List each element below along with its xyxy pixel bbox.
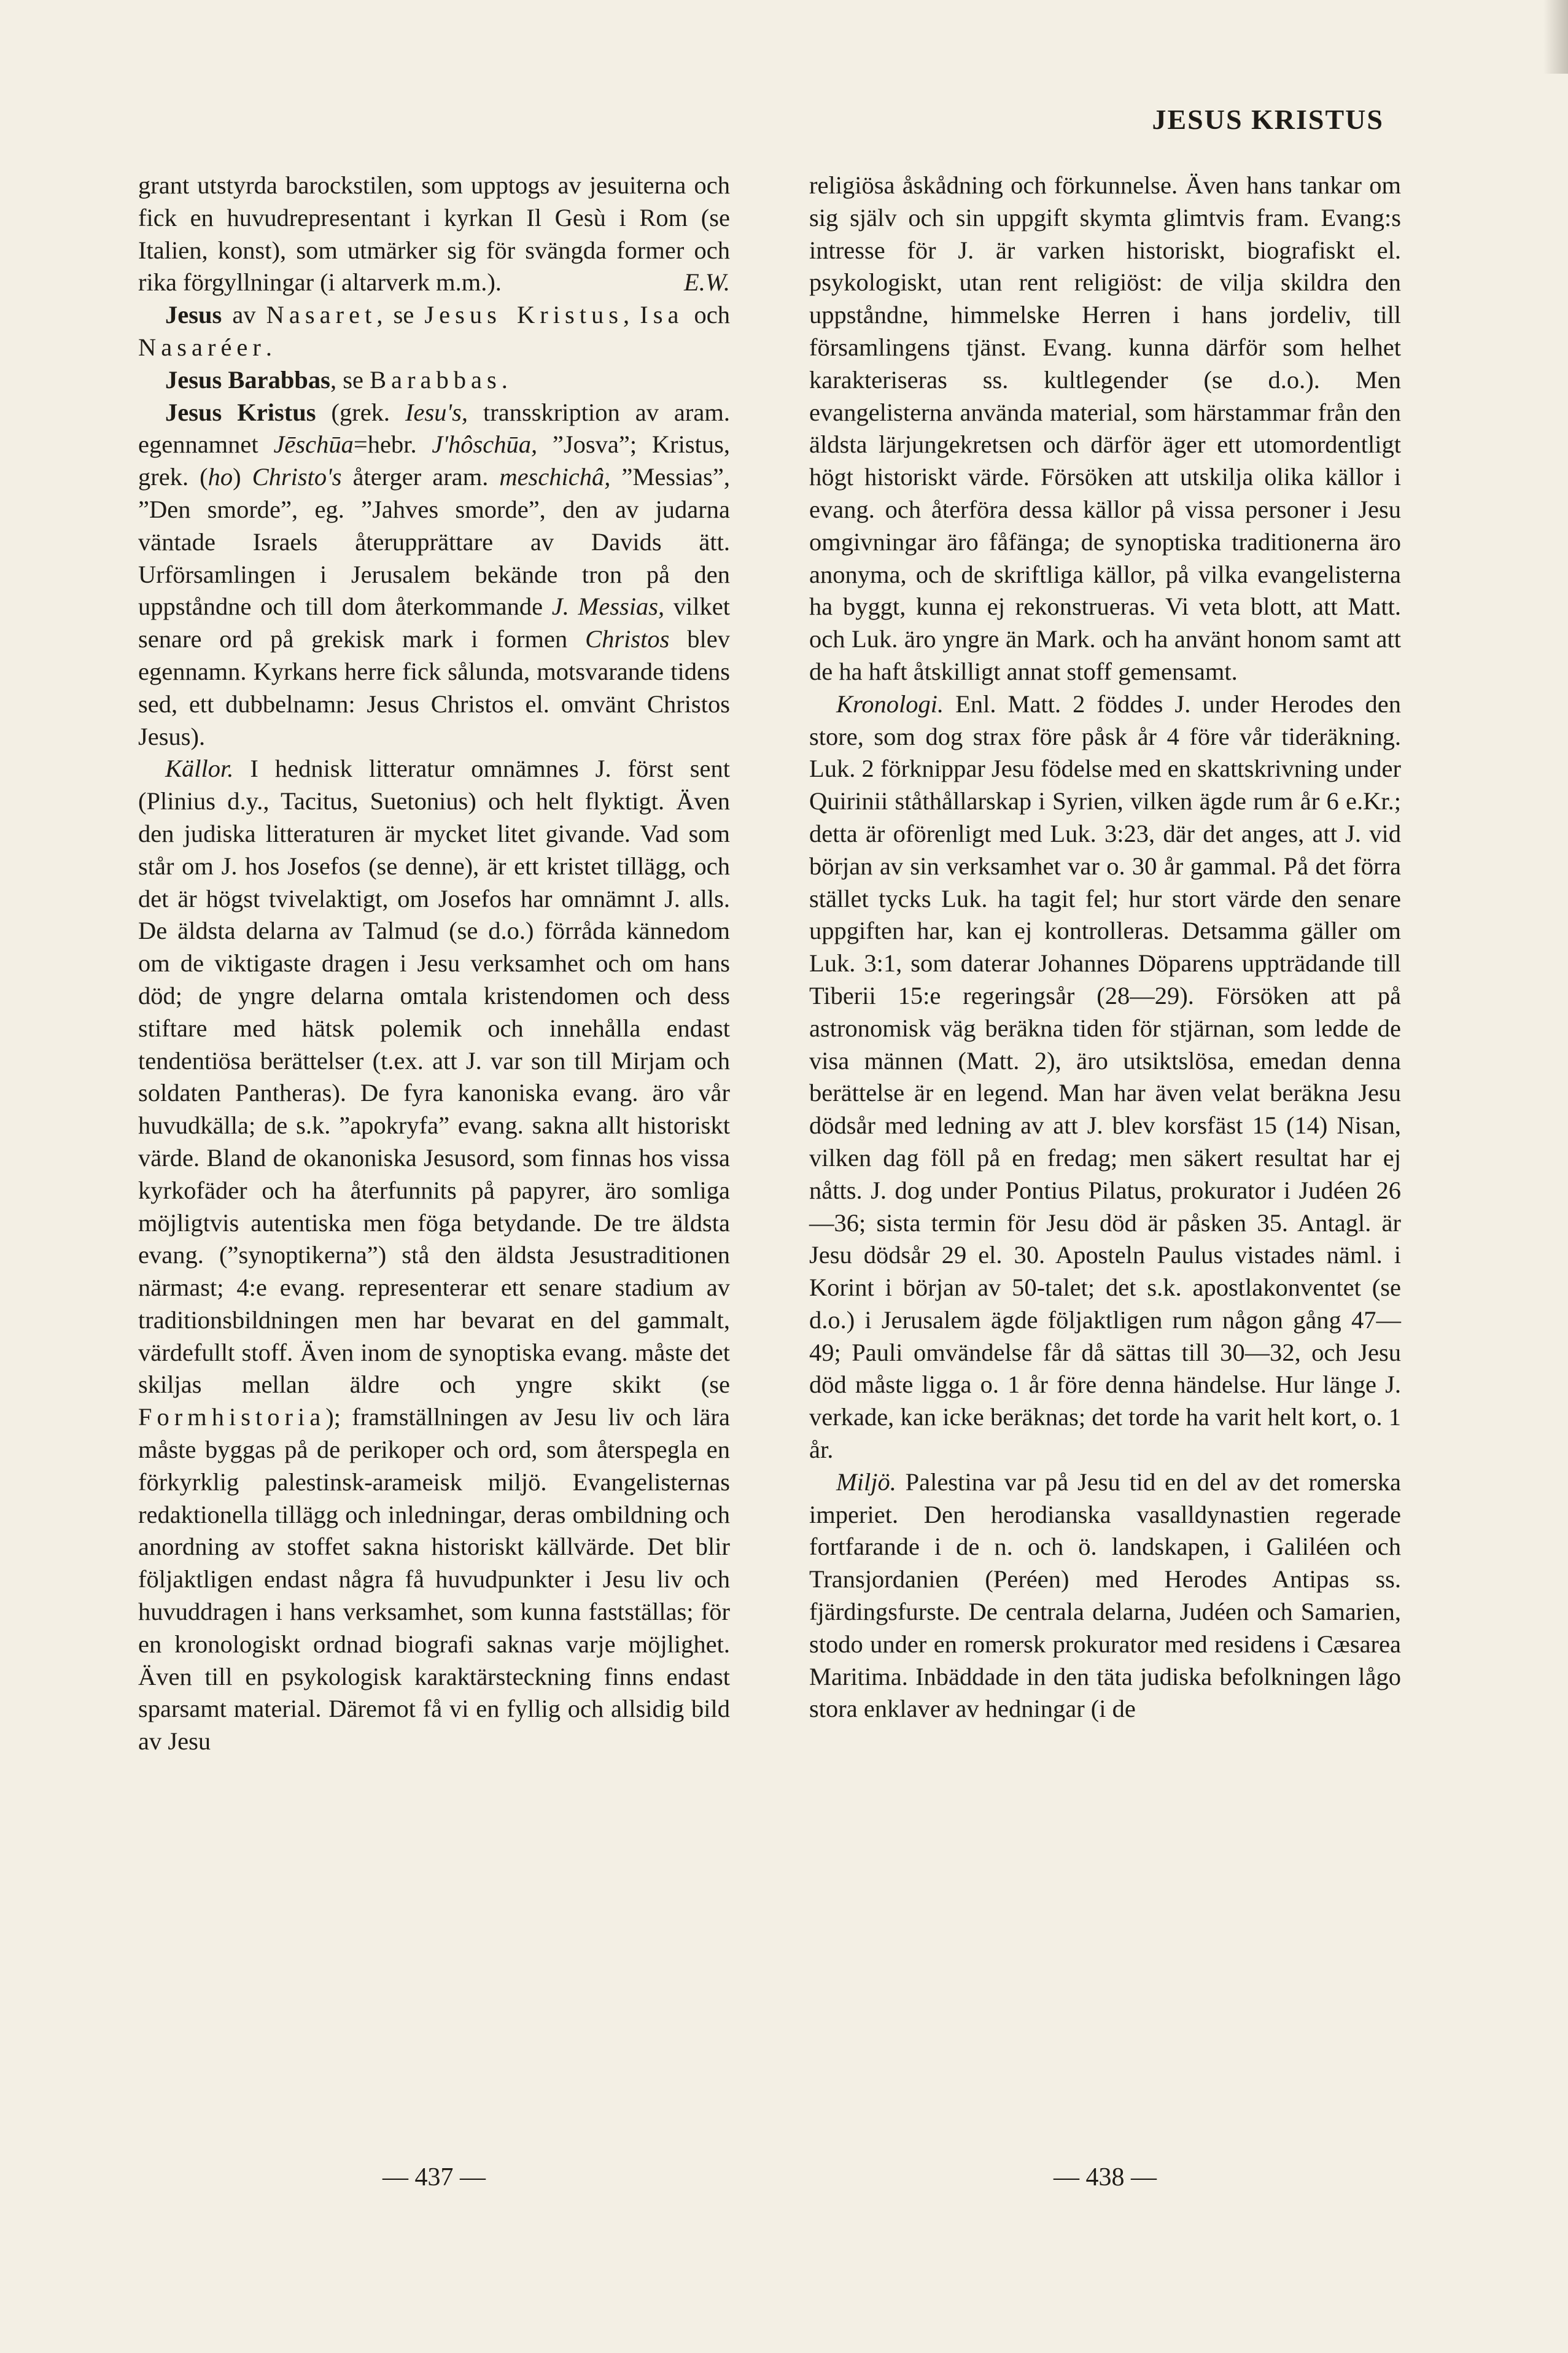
entry-text: =hebr.	[353, 430, 432, 459]
entry-text: )	[233, 463, 252, 491]
section-text: Enl. Matt. 2 föddes J. under Herodes den store, som dog strax före påsk år 4 före vår tideräkning. Luk. 2 förknippar Jesu födelse med en skattskrivning under Quirinii ståthållarskap i Syrien, vilken ägde rum år 6 e.Kr.; detta är oförenligt med Luk. 3:23, där det anges, att J. vid början av sin verksamhet var o. 30 år gammal. På det förra stället tycks Luk. ha tagit fel; hur stort värde den senare uppgiften har, kan ej kontrolleras. Detsamma gäller om Luk. 3:1, som daterar Johannes Döparens uppträdande till Tiberii 15:e regeringsår (28—29). Försöken att på astronomisk väg beräkna tiden för stjärnan, som ledde de visa männen (Matt. 2), äro utsiktslösa, emedan denna berättelse är en legend. Man har även velat beräkna Jesu dödsår med ledning av att J. blev korsfäst 15 (14) Nisan, vilken dag föll på en fredag; men säkert resultat har ej nåtts. J. dog under Pontius Pilatus, prokurator i Judéen 26—36; sista termin för Jesu död är påsken 35. Antagl. är Jesu dödsår 29 el. 30. Aposteln Paulus vistades näml. i Korint i början av 50-talet; det s.k. apostlakonventet (se d.o.) i Jerusalem ägde följaktligen rum någon gång 47—49; Pauli omvändelse får då sättas till 30—32, och Jesu död måste ligga o. 1 år före denna händelse. Hur länge J. verkade, kan icke beräknas; det torde ha varit helt kort, o. 1 år.	[809, 690, 1401, 1464]
entry-headword: Jesus Kristus	[165, 398, 316, 426]
entry-text: transskription av aram. egennamnet	[138, 398, 730, 459]
author-signature: E.W.	[683, 268, 730, 297]
section-kallor	[138, 753, 730, 1758]
entry-text: , se	[330, 365, 370, 394]
italic-term: ho	[208, 463, 233, 491]
paragraph-text: religiösa åskådning och förkunnelse. Även hans tankar om sig själv och sin uppgift skymta glimtvis fram. Evang:s intresse för J. är varken historiskt, biografiskt el. psykologiskt, utan rent religiöst: de vilja skildra den uppståndne, himmelske Herren i hans jordeliv, till församlingens tjänst. Evang. kunna därför som helhet karakteriseras ss. kultlegender (se d.o.). Men evangelisterna använda material, som härstammar från den äldsta lärjungekretsen och därför äger ett utomordentligt högt historiskt värde. Försöken att utskilja olika källor i evang. och återföra dessa källor på vissa personer i Jesu omgivningar äro fåfänga; de synoptiska traditionerna äro anonyma, och de skriftliga källor, på vilka evangelisterna ha byggt, kunna ej rekonstrueras. Vi veta blott, att Matt. och Luk. äro yngre än Mark. och ha använt honom samt att de ha haft åtskilligt annat stoff gemensamt.	[809, 171, 1401, 685]
paragraph-text: grant utstyrda barockstilen, som upptogs av jesuiterna och fick en huvudrepresentant i kyrkan Il Gesù i Rom (se Italien, konst), som utmärker sig för svängda former och rika förgyllningar (i altarverk m.m.).	[138, 171, 730, 297]
italic-term: Jēschūa	[273, 430, 354, 459]
cross-reference: Jesus Kristus	[424, 301, 623, 329]
italic-term: Iesu's,	[405, 398, 468, 426]
entry-text: av	[222, 301, 266, 329]
section-heading: Källor.	[165, 755, 234, 783]
entry-text: , se	[376, 301, 425, 329]
entry-jesus-av-nasaret	[138, 299, 730, 364]
cross-reference: Nasaret	[266, 301, 377, 329]
page-corner-shadow	[1543, 0, 1568, 74]
cross-reference: Nasaréer	[138, 333, 266, 361]
italic-term: Christo's	[252, 463, 342, 491]
cross-reference: Formhistoria	[138, 1403, 326, 1431]
section-text: Palestina var på Jesu tid en del av det romerska imperiet. Den herodianska vasalldynastien regerade fortfarande i de n. och ö. landskapen, i Galiléen och Transjordanien (Peréen) med Herodes Antipas ss. fjärdingsfurste. De centrala delarna, Judéen och Samarien, stodo under en romersk prokurator med residens i Cæsarea Maritima. Inbäddade in den täta judiska befolkningen lågo stora enklaver av hedningar (i de	[809, 1468, 1401, 1723]
paragraph-continued	[809, 169, 1401, 688]
left-column	[138, 169, 730, 1758]
entry-text: (grek.	[316, 398, 406, 426]
section-miljo	[809, 1466, 1401, 1725]
entry-text: .	[265, 333, 273, 361]
entry-jesus-kristus	[138, 397, 730, 753]
page-number-right: — 438 —	[1054, 2163, 1157, 2192]
entry-headword: Jesus Barabbas	[165, 365, 330, 394]
entry-text: blev egennamn. Kyrkans herre fick sålunda, motsvarande tidens sed, ett dubbelnamn: Jesus Christos el. omvänt Christos Jesus).	[138, 625, 730, 750]
cross-reference: Isa	[640, 301, 684, 329]
entry-text: återger aram.	[341, 463, 500, 491]
running-head: JESUS KRISTUS	[1152, 104, 1384, 135]
entry-text: vilket senare ord på grekisk mark i formen	[138, 593, 730, 653]
page-number-left: — 437 —	[382, 2163, 486, 2192]
entry-text: och	[683, 301, 730, 329]
entry-jesus-barabbas	[138, 364, 730, 397]
section-text: ); framställningen av Jesu liv och lära måste byggas på de perikoper och ord, som återspegla en förkyrklig palestinsk-arameisk miljö. Evangelisternas redaktionella tillägg och inledningar, deras ombildning och anordning av stoffet sakna historiskt källvärde. Det blir följaktligen endast några få huvudpunkter i Jesu liv och huvuddragen i hans verksamhet, som kunna fastställas; för en kronologiskt ordnad biografi saknas varje möjlighet. Även till en psykologisk karaktärsteckning finns endast sparsamt material. Däremot få vi en fyllig och allsidig bild av Jesu	[138, 1403, 730, 1756]
section-heading: Kronologi.	[836, 690, 944, 718]
entry-text: ”Josva”; Kristus, grek. (	[138, 430, 730, 491]
section-heading: Miljö.	[836, 1468, 896, 1496]
section-kronologi	[809, 688, 1401, 1466]
italic-term: Christos	[585, 625, 670, 653]
entry-headword: Jesus	[165, 301, 222, 329]
entry-text: ,	[623, 301, 640, 329]
section-text: I hednisk litteratur omnämnes J. först sent (Plinius d.y., Tacitus, Suetonius) och helt flyktigt. Även den judiska litteraturen är mycket litet givande. Vad som står om J. hos Josefos (se denne), är ett kristet tillägg, och det är högst tvivelaktigt, om Josefos har omnämnt J. alls. De äldsta delarna av Talmud (se d.o.) förråda kännedom om de viktigaste dragen i Jesu verksamhet och om hans död; de yngre delarna omtala kristendomen och dess stiftare med hätsk polemik och innehålla endast tendentiösa berättelser (t.ex. att J. var son till Mirjam och soldaten Pantheras). De fyra kanoniska evang. äro vår huvudkälla; de s.k. ”apokryfa” evang. sakna allt historiskt värde. Bland de okanoniska Jesusord, som finnas hos vissa kyrkofäder och ha återfunnits på papyrer, äro somliga möjligtvis autentiska men föga betydande. De tre äldsta evang. (”synoptikerna”) stå den äldsta Jesustraditionen närmast; 4:e evang. representerar ett senare stadium av traditionsbildningen men har bevarat en del gammalt, värdefullt stoff. Även inom de synoptiska evang. måste det skiljas mellan äldre och yngre skikt (se	[138, 755, 730, 1399]
paragraph-continued	[138, 169, 730, 299]
italic-term: meschichâ,	[499, 463, 611, 491]
italic-term: J. Messias,	[551, 593, 665, 621]
right-column	[809, 169, 1401, 1725]
entry-text: ”Messias”, ”Den smorde”, eg. ”Jahves smorde”, den av judarna väntade Israels återupprättare av Davids ätt. Urförsamlingen i Jerusalem bekände tron på den uppståndne och till dom återkommande	[138, 463, 730, 621]
entry-text: .	[501, 365, 508, 394]
cross-reference: Barabbas	[370, 365, 502, 394]
italic-term: J'hôschūa,	[432, 430, 538, 459]
